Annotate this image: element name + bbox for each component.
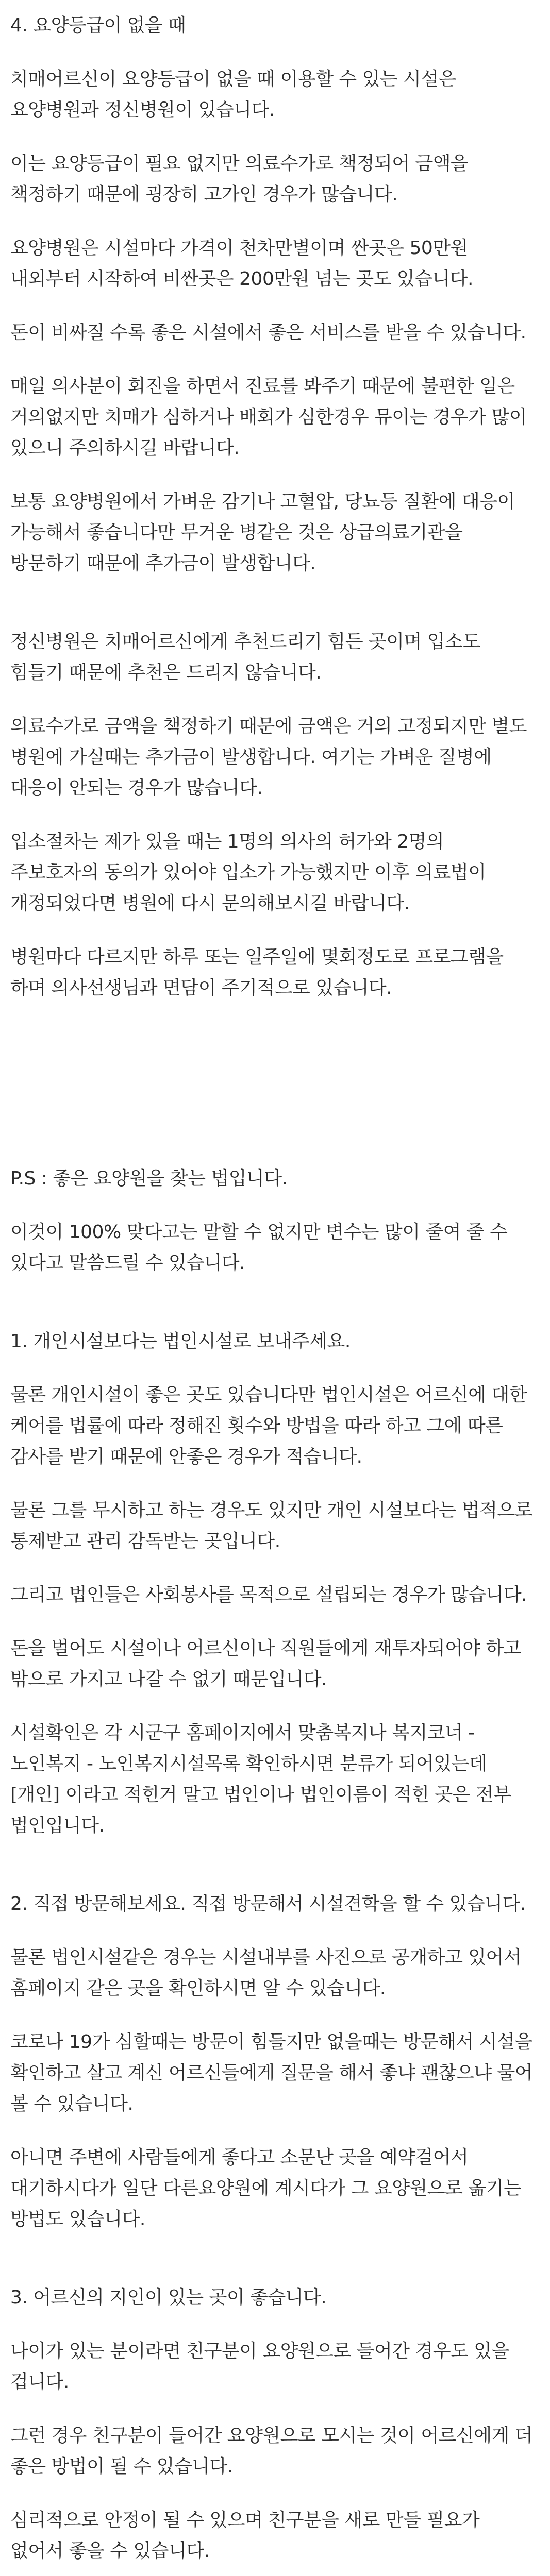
section-heading: 3. 어르신의 지인이 있는 곳이 좋습니다.	[10, 2287, 327, 2308]
document-section	[10, 1326, 536, 1841]
paragraph: 요양병원은 시설마다 가격이 천차만별이며 싼곳은 50만원 내외부터 시작하여 비싼곳은 200만원 넘는 곳도 있습니다.	[10, 238, 473, 290]
document-section	[10, 626, 536, 1004]
document-section	[10, 1163, 536, 1279]
paragraph-spacer	[10, 1920, 536, 1942]
paragraph-spacer	[10, 804, 536, 826]
section-spacer	[10, 1004, 536, 1163]
paragraph-spacer	[10, 2398, 536, 2420]
paragraph: 물론 그를 무시하고 하는 경우도 있지만 개인 시설보다는 법적으로 통제받고 관리 감독받는 곳입니다.	[10, 1500, 532, 1552]
paragraph-spacer	[10, 1695, 536, 1718]
paragraph-spacer	[10, 1194, 536, 1217]
section-heading: P.S : 좋은 요양원을 찾는 법입니다.	[10, 1168, 288, 1189]
section-spacer	[10, 2567, 536, 2576]
paragraph: 매일 의사분이 회진을 하면서 진료를 봐주기 때문에 불편한 일은 거의없지만 치매가 심하거나 배회가 심한경우 뮤이는 경우가 많이 있으니 주의하시길 바랍니다.	[10, 376, 527, 459]
paragraph: 의료수가로 금액을 책정하기 때문에 금액은 거의 고정되지만 별도 병원에 가실때는 추가금이 발생합니다. 여기는 가벼운 질병에 대응이 안되는 경우가 많습니다.	[10, 716, 527, 799]
section-heading: 2. 직접 방문해보세요. 직접 방문해서 시설견학을 할 수 있습니다.	[10, 1893, 526, 1914]
section-spacer	[10, 1841, 536, 1889]
paragraph: 이는 요양등급이 필요 없지만 의료수가로 책정되어 금액을 책정하기 때문에 굉장히 고가인 경우가 많습니다.	[10, 153, 469, 205]
paragraph: 그리고 법인들은 사회봉사를 목적으로 설립되는 경우가 많습니다.	[10, 1584, 527, 1605]
document-section	[10, 10, 536, 579]
paragraph-spacer	[10, 464, 536, 486]
paragraph: 치매어르신이 요양등급이 없을 때 이용할 수 있는 시설은 요양병원과 정신병원이 있습니다.	[10, 69, 456, 121]
paragraph-spacer	[10, 2004, 536, 2027]
paragraph: 보통 요양병원에서 가벼운 감기나 고혈압, 당뇨등 질환에 대응이 가능해서 좋습니다만 무거운 병같은 것은 상급의료기관을 방문하기 때문에 추가금이 발생합니다.	[10, 491, 515, 574]
document-section	[10, 1889, 536, 2235]
paragraph: 이것이 100% 맞다고는 말할 수 없지만 변수는 많이 줄여 줄 수 있다고 말씀드릴 수 있습니다.	[10, 1222, 508, 1274]
section-heading: 1. 개인시설보다는 법인시설로 보내주세요.	[10, 1331, 351, 1352]
paragraph: 입소절차는 제가 있을 때는 1명의 의사의 허가와 2명의 주보호자의 동의가 있어야 입소가 가능했지만 이후 의료법이 개정되었다면 병원에 다시 문의해보시길 바랍니다.	[10, 831, 486, 914]
paragraph-spacer	[10, 126, 536, 148]
document-section	[10, 2282, 536, 2567]
paragraph: 돈을 벌어도 시설이나 어르신이나 직원들에게 재투자되어야 하고 밖으로 가지고 나갈 수 없기 때문입니다.	[10, 1638, 522, 1690]
paragraph: 나이가 있는 분이라면 친구분이 요양원으로 들어간 경우도 있을 겁니다.	[10, 2341, 509, 2393]
paragraph: 그런 경우 친구분이 들어간 요양원으로 모시는 것이 어르신에게 더 좋은 방법이 될 수 있습니다.	[10, 2425, 532, 2477]
paragraph-spacer	[10, 2120, 536, 2142]
paragraph: 물론 개인시설이 좋은 곳도 있습니다만 법인시설은 어르신에 대한 케어를 법률에 따라 정해진 횟수와 방법을 따라 하고 그에 따른 감사를 받기 때문에 안좋은 경우가 적습니다.	[10, 1384, 527, 1467]
paragraph-spacer	[10, 348, 536, 371]
paragraph-spacer	[10, 295, 536, 317]
paragraph: 심리적으로 안정이 될 수 있으며 친구분을 새로 만들 필요가 없어서 좋을 수 있습니다.	[10, 2510, 480, 2562]
section-heading: 4. 요양등급이 없을 때	[10, 15, 186, 36]
paragraph: 시설확인은 각 시군구 홈페이지에서 맞춤복지나 복지코너 - 노인복지 - 노인복지시설목록 확인하시면 분류가 되어있는데 [개인] 이라고 적힌거 말고 법인이나 법인이름이 적힌 곳은 전부 법인입니다.	[10, 1722, 511, 1836]
paragraph-spacer	[10, 210, 536, 233]
paragraph-spacer	[10, 919, 536, 942]
paragraph-spacer	[10, 2313, 536, 2336]
section-spacer	[10, 2235, 536, 2282]
section-spacer	[10, 1279, 536, 1326]
paragraph-spacer	[10, 2482, 536, 2505]
paragraph-spacer	[10, 1357, 536, 1380]
paragraph-spacer	[10, 41, 536, 64]
paragraph: 정신병원은 치매어르신에게 추천드리기 힘든 곳이며 입소도 힘들기 때문에 추천은 드리지 않습니다.	[10, 631, 480, 683]
paragraph-spacer	[10, 1472, 536, 1495]
paragraph-spacer	[10, 1557, 536, 1580]
paragraph: 병원마다 다르지만 하루 또는 일주일에 몇회정도로 프로그램을 하며 의사선생님과 면담이 주기적으로 있습니다.	[10, 946, 504, 998]
paragraph: 돈이 비싸질 수록 좋은 시설에서 좋은 서비스를 받을 수 있습니다.	[10, 322, 526, 343]
paragraph: 코로나 19가 심할때는 방문이 힘들지만 없을때는 방문해서 시설을 확인하고 살고 계신 어르신들에게 질문을 해서 좋냐 괜찮으냐 물어 볼 수 있습니다.	[10, 2031, 532, 2114]
paragraph: 물론 법인시설같은 경우는 시설내부를 사진으로 공개하고 있어서 홈페이지 같은 곳을 확인하시면 알 수 있습니다.	[10, 1947, 522, 1999]
paragraph-spacer	[10, 1611, 536, 1633]
paragraph: 아니면 주변에 사람들에게 좋다고 소문난 곳을 예약걸어서 대기하시다가 일단 다른요양원에 계시다가 그 요양원으로 옮기는 방법도 있습니다.	[10, 2147, 522, 2230]
paragraph-spacer	[10, 688, 536, 711]
section-spacer	[10, 579, 536, 626]
